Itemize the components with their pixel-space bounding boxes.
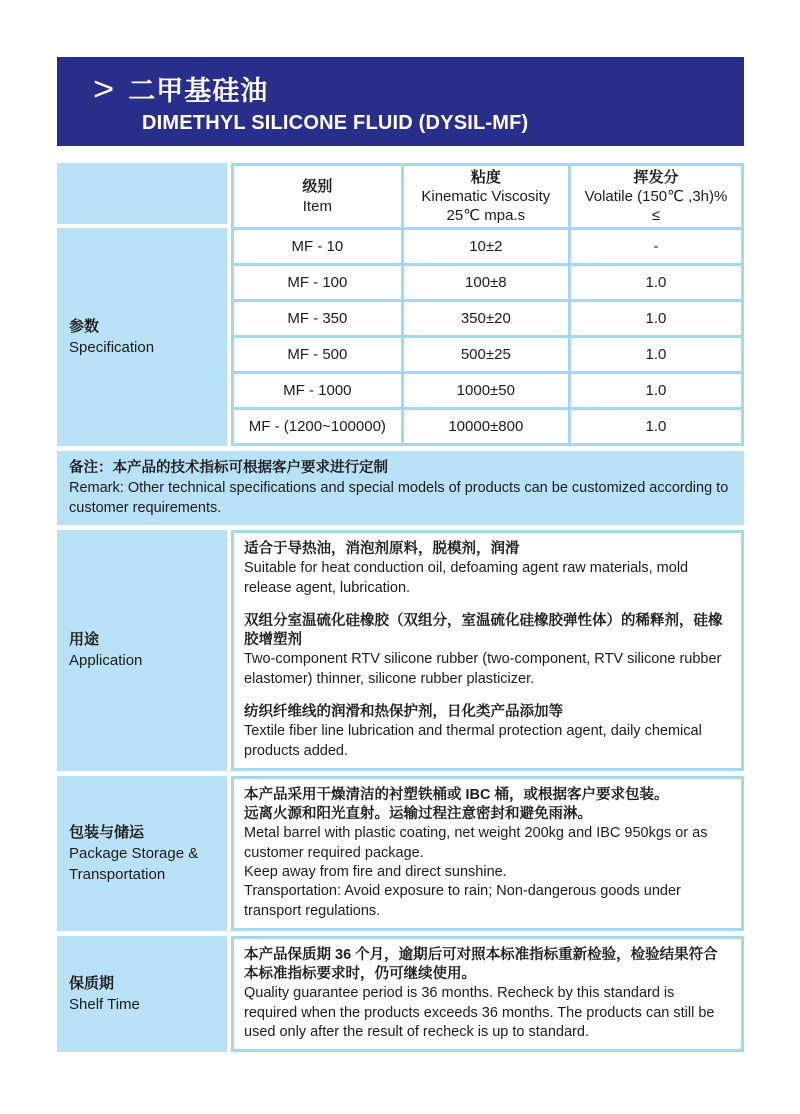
application-p3-en: Textile fiber line lubrication and thermal protection agent, daily chemical products added. <box>244 723 702 759</box>
application-label-en: Application <box>69 652 143 670</box>
row2-volatile: 1.0 <box>571 302 741 335</box>
row0-viscosity: 10±2 <box>404 230 568 263</box>
row2-item: MF - 350 <box>234 302 401 335</box>
shelf-zh: 本产品保质期 36 个月，逾期后可对照本标准指标重新检验，检验结果符合本标准指标要求时，仍可继续使用。 <box>244 946 718 983</box>
datasheet-page <box>57 57 744 1052</box>
application-section <box>57 530 744 771</box>
package-en1: Metal barrel with plastic coating, net weight 200kg and IBC 950kgs or as customer required package. <box>244 825 708 861</box>
package-label-zh: 包装与储运 <box>69 823 145 841</box>
package-zh1: 本产品采用干燥清洁的衬塑铁桶或 IBC 桶，或根据客户要求包装。 <box>244 786 669 803</box>
package-label-en1: Package Storage & <box>69 844 199 862</box>
row1-item: MF - 100 <box>234 266 401 299</box>
row5-item: MF - (1200~100000) <box>234 410 401 443</box>
remark-en: Remark: Other technical specifications and special models of products can be customized according to customer requirements. <box>69 480 729 516</box>
application-p3-zh: 纺织纤维线的润滑和热保护剂，日化类产品添加等 <box>244 703 563 720</box>
product-title-en: DIMETHYL SILICONE FLUID (DYSIL-MF) <box>142 111 529 134</box>
row3-viscosity: 500±25 <box>404 338 568 371</box>
spec-sidebar-blank-cell <box>57 163 227 224</box>
application-p2-en: Two-component RTV silicone rubber (two-component, RTV silicone rubber elastomer) thinner, silicone rubber plasticizer. <box>244 651 722 687</box>
col-header-viscosity-en1: Kinematic Viscosity <box>421 187 551 205</box>
shelf-en: Quality guarantee period is 36 months. Recheck by this standard is required when the products exceeds 36 months. The products can still be used only after the result of recheck is up to standard. <box>244 985 715 1040</box>
row5-volatile: 1.0 <box>571 410 741 443</box>
shelf-label-en: Shelf Time <box>69 995 140 1013</box>
remark-zh: 备注：本产品的技术指标可根据客户要求进行定制 <box>69 460 388 476</box>
application-p1-zh: 适合于导热油，消泡剂原料，脱模剂，润滑 <box>244 541 520 557</box>
title-band <box>57 57 744 146</box>
col-header-volatile <box>571 166 741 227</box>
row4-viscosity: 1000±50 <box>404 374 568 407</box>
row2-viscosity: 350±20 <box>404 302 568 335</box>
package-sidebar-label <box>57 776 227 931</box>
spec-table-section <box>57 163 744 446</box>
package-en3: Transportation: Avoid exposure to rain; Non-dangerous goods under transport regulations. <box>244 883 681 919</box>
row3-item: MF - 500 <box>234 338 401 371</box>
col-header-viscosity-en2: 25℃ mpa.s <box>446 207 526 225</box>
col-header-item-en: Item <box>302 197 332 215</box>
row3-volatile: 1.0 <box>571 338 741 371</box>
row4-item: MF - 1000 <box>234 374 401 407</box>
col-header-viscosity-zh: 粘度 <box>470 168 501 186</box>
col-header-item <box>234 166 401 227</box>
col-header-viscosity <box>404 166 568 227</box>
spec-sidebar <box>57 163 227 446</box>
chevron-right-icon: > <box>93 69 115 107</box>
shelf-label-zh: 保质期 <box>69 974 115 992</box>
spec-label-en: Specification <box>69 339 155 356</box>
spec-grid <box>231 163 744 446</box>
application-content <box>231 530 744 771</box>
row1-volatile: 1.0 <box>571 266 741 299</box>
application-p1-en: Suitable for heat conduction oil, defoaming agent raw materials, mold release agent, lubrication. <box>244 560 689 596</box>
row0-item: MF - 10 <box>234 230 401 263</box>
application-sidebar-label <box>57 530 227 771</box>
package-label-en2: Transportation <box>69 865 166 883</box>
col-header-item-zh: 级别 <box>302 178 333 196</box>
application-label-zh: 用途 <box>69 631 100 649</box>
row5-viscosity: 10000±800 <box>404 410 568 443</box>
spec-label-zh: 参数 <box>69 318 100 335</box>
package-section <box>57 776 744 931</box>
package-zh2: 远离火源和阳光直射。运输过程注意密封和避免雨淋。 <box>244 806 592 823</box>
col-header-volatile-en1: Volatile (150℃ ,3h)% <box>584 187 728 205</box>
package-en2: Keep away from fire and direct sunshine. <box>244 863 507 880</box>
row0-volatile: - <box>571 230 741 263</box>
row4-volatile: 1.0 <box>571 374 741 407</box>
shelf-sidebar-label <box>57 936 227 1052</box>
package-content <box>231 776 744 931</box>
shelf-section <box>57 936 744 1052</box>
shelf-content <box>231 936 744 1052</box>
col-header-volatile-en2: ≤ <box>651 207 661 225</box>
remark-band <box>57 451 744 525</box>
spec-sidebar-label <box>57 228 227 446</box>
col-header-volatile-zh: 挥发分 <box>633 168 679 186</box>
application-p2-zh: 双组分室温硫化硅橡胶（双组分，室温硫化硅橡胶弹性体）的稀释剂，硅橡胶增塑剂 <box>244 612 723 649</box>
product-title-zh: 二甲基硅油 <box>128 75 269 106</box>
row1-viscosity: 100±8 <box>404 266 568 299</box>
